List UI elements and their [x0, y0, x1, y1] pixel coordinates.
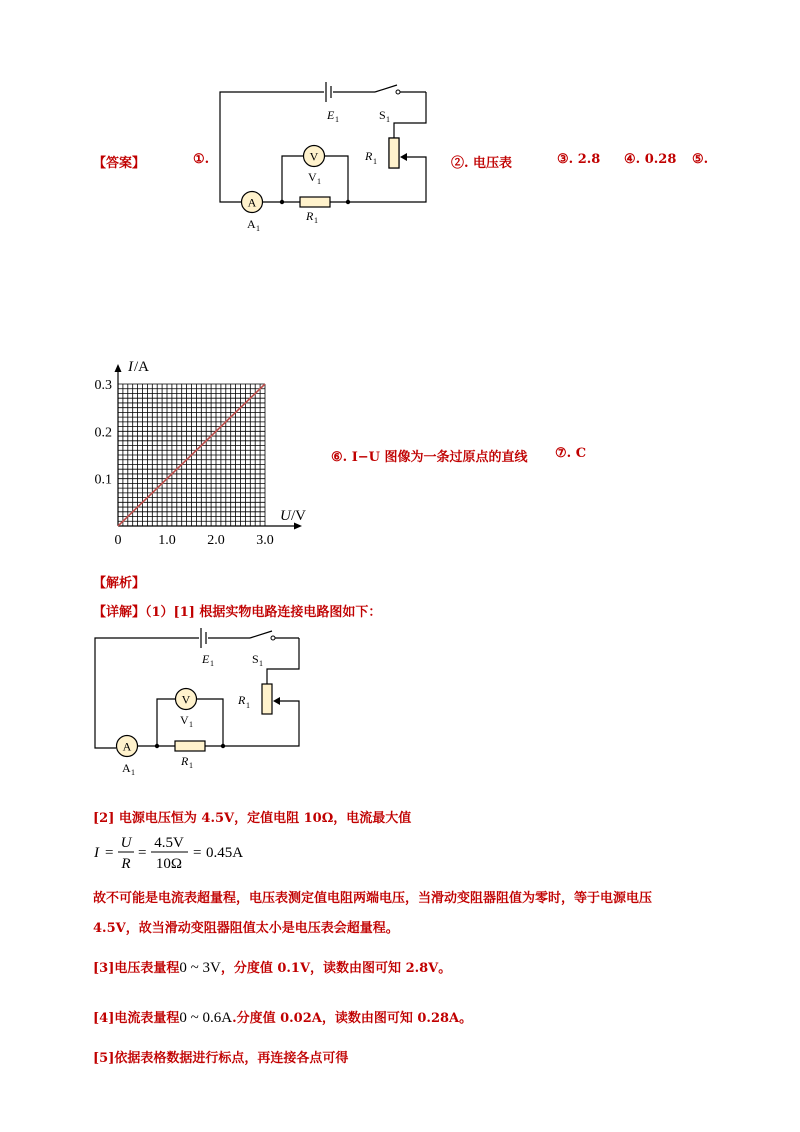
- resistor-label-sub: 1: [314, 216, 318, 225]
- voltmeter-range: 0 ~ 3V: [179, 960, 221, 976]
- rheostat-label-sub: 1: [373, 157, 377, 166]
- voltmeter-label: V: [308, 170, 317, 184]
- current-formula: [90, 830, 290, 874]
- formula-num-var: U: [120, 835, 132, 851]
- analysis-p3b: 4.5V，故当滑动变阻器阻值太小是电压表会超量程。: [93, 921, 399, 936]
- x-tick-label: 1.0: [158, 533, 176, 548]
- answer-item-7: ⑦. C: [555, 446, 587, 461]
- analysis-p3a: 故不可能是电流表超量程，电压表测定值电阻两端电压，当滑动变阻器阻值为零时，等于电源电压: [93, 891, 653, 906]
- x-tick-label: 3.0: [256, 533, 274, 548]
- resistor-label-sub: 1: [189, 761, 193, 770]
- rheostat-label-sub: 1: [246, 701, 250, 710]
- switch-label-sub: 1: [386, 115, 390, 124]
- y-axis-label: I: [128, 359, 133, 375]
- formula-result: 0.45A: [206, 845, 244, 861]
- circuit-diagram-answer: [210, 72, 445, 242]
- battery-label: E: [202, 652, 210, 666]
- switch-label: S: [379, 108, 386, 122]
- resistor-label: R: [181, 754, 189, 768]
- analysis-p5: [93, 1007, 472, 1027]
- detail-intro: 【详解】（1）[1] 根据实物电路连接电路图如下：: [93, 605, 382, 620]
- ammeter-range: 0 ~ 0.6A: [179, 1010, 233, 1026]
- circuit-diagram-analysis: [85, 618, 320, 788]
- ammeter-label: A: [122, 761, 131, 775]
- answer-label: 【答案】: [93, 156, 146, 171]
- voltmeter-label-sub: 1: [189, 720, 193, 729]
- formula-den-val: 10Ω: [155, 856, 183, 872]
- x-axis-label: U: [280, 508, 291, 524]
- formula-num-val: 4.5V: [154, 835, 184, 851]
- analysis-p4-pre: [3]电压表量程: [93, 961, 180, 976]
- formula-eq-3: =: [193, 845, 202, 861]
- y-axis-arrow: [115, 364, 122, 372]
- y-axis-unit: /A: [134, 359, 149, 375]
- resistor-label: R: [306, 209, 314, 223]
- battery-label-sub: 1: [335, 115, 339, 124]
- analysis-p5-pre: [4]电流表量程: [93, 1011, 180, 1026]
- battery-label-sub: 1: [210, 659, 214, 668]
- formula-eq-2: =: [138, 845, 147, 861]
- formula-den-var: R: [121, 856, 131, 872]
- answer-item-5: ⑤.: [692, 152, 709, 167]
- rheostat-label: R: [365, 149, 373, 163]
- analysis-p4-post: ，分度值 0.1V，读数由图可知 2.8V。: [220, 961, 452, 976]
- voltmeter-symbol: V: [181, 692, 191, 707]
- iu-chart: [88, 358, 318, 553]
- y-tick-label: 0.1: [94, 472, 112, 488]
- switch-label: S: [252, 652, 259, 666]
- ammeter-symbol: A: [247, 195, 257, 210]
- y-tick-label: 0.2: [94, 425, 112, 441]
- analysis-p6: [5]依据表格数据进行标点，再连接各点可得: [93, 1051, 349, 1066]
- ammeter-label: A: [247, 217, 256, 231]
- x-axis-unit: /V: [291, 508, 306, 524]
- switch-label-sub: 1: [259, 659, 263, 668]
- y-tick-label: 0.3: [94, 378, 112, 393]
- answer-item-3: ③. 2.8: [557, 152, 601, 167]
- analysis-heading: 【解析】: [93, 576, 146, 591]
- analysis-p5-post: .分度值 0.02A，读数由图可知 0.28A。: [232, 1011, 473, 1026]
- analysis-p4: [93, 957, 451, 977]
- voltmeter-label: V: [180, 713, 189, 727]
- battery-label: E: [327, 108, 335, 122]
- answer-item-1: ①.: [193, 152, 210, 167]
- x-tick-label: 2.0: [207, 533, 225, 548]
- answer-item-4: ④. 0.28: [624, 152, 677, 167]
- voltmeter-symbol: V: [309, 149, 319, 164]
- answer-item-6: ⑥. I−U 图像为一条过原点的直线: [331, 450, 528, 465]
- ammeter-symbol: A: [122, 739, 132, 754]
- voltmeter-label-sub: 1: [317, 177, 321, 186]
- formula-lhs: I: [94, 845, 99, 861]
- x-tick-label: 0: [114, 533, 122, 548]
- ammeter-label-sub: 1: [131, 768, 135, 777]
- rheostat-label: R: [238, 693, 246, 707]
- answer-item-2: ②. 电压表: [451, 156, 513, 171]
- analysis-p2: [2] 电源电压恒为 4.5V，定值电阻 10Ω，电流最大值: [93, 811, 412, 826]
- formula-eq-1: =: [105, 845, 114, 861]
- ammeter-label-sub: 1: [256, 224, 260, 233]
